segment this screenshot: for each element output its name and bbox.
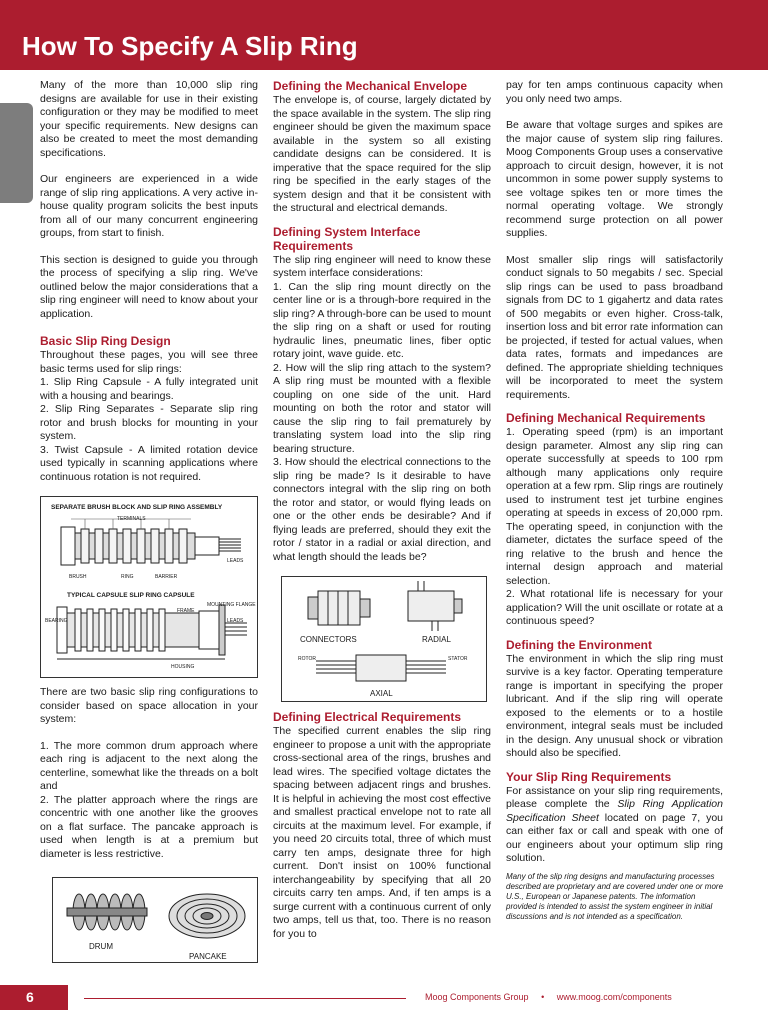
column-1 xyxy=(40,79,258,971)
basic-item-1: 1. Slip Ring Capsule - A fully integrated unit with a housing and bearings. xyxy=(40,376,258,402)
specification-sheet-link[interactable]: Slip Ring Application Specification Sheet xyxy=(506,798,723,824)
heading-basic-design: Basic Slip Ring Design xyxy=(40,334,171,348)
column-2 xyxy=(273,79,491,941)
basic-item-3: 3. Twist Capsule - A limited rotation device used typically in scanning applications where continuous rotation is not required. xyxy=(40,443,258,483)
config-item-1: 1. The more common drum approach where each ring is adjacent to the next along the centerline, somewhat like the threads on a bolt and xyxy=(40,739,258,792)
intro-paragraph-1: Many of the more than 10,000 slip ring designs are available for use in their existing configuration or they may be modified to meet your specific requirements. New designs can also be created to meet the most demanding specifications. xyxy=(40,79,258,159)
basic-intro: Throughout these pages, you will see three basic terms used for slip rings: xyxy=(40,349,258,375)
heading-electrical: Defining Electrical Requirements xyxy=(273,710,462,724)
fig2-label-pancake: PANCAKE xyxy=(189,952,227,961)
page-title: How To Specify A Slip Ring xyxy=(22,31,358,61)
config-item-2: 2. The platter approach where the rings are concentric with one another like the grooves on a flat surface. The pancake approach is used when length is at a premium but diameter is less restrictive. xyxy=(40,793,258,860)
footer-bullet: • xyxy=(541,992,545,1002)
fig1-label-mounting-flange: MOUNTING FLANGE xyxy=(207,602,256,608)
fig1-title-bottom: TYPICAL CAPSULE SLIP RING CAPSULE xyxy=(67,592,195,599)
fig3-label-stator: STATOR xyxy=(448,656,468,662)
title-banner xyxy=(0,0,768,70)
side-tab xyxy=(0,103,33,203)
fig1-label-leads-2: LEADS xyxy=(227,618,244,624)
config-intro: There are two basic slip ring configurations to consider based on space allocation in your system: xyxy=(40,686,258,725)
fig1-label-ring: RING xyxy=(121,574,134,580)
fig1-label-leads: LEADS xyxy=(227,558,244,564)
footer-divider xyxy=(84,998,406,999)
fig2-label-drum: DRUM xyxy=(89,942,113,951)
interface-intro: The slip ring engineer will need to know these system interface considerations: xyxy=(273,253,491,279)
page-number: 6 xyxy=(0,985,68,1010)
heading-mechanical-envelope: Defining the Mechanical Envelope xyxy=(273,79,468,93)
data-rate-text: Most smaller slip rings will satisfactorily conduct signals to 50 megabits / sec. Special slip rings can be used to pass broadband signals from DC to 1 gigahertz and data rates of 500 megabits or even higher. Cross-talk, insertion loss and bit error rate information can be projected, if tested for actual values, when data rates, formats and impedances are defined. The appropriate shielding techniques will be incorporated to meet the system requirements. xyxy=(506,253,723,401)
mech-req-item-2: 2. What rotational life is necessary for your application? Will the unit oscillate or rotate at a continuous speed? xyxy=(506,588,723,627)
figure-slip-ring-assemblies xyxy=(40,496,258,678)
footer-url[interactable]: www.moog.com/components xyxy=(556,992,672,1002)
intro-paragraph-3: This section is designed to guide you through the process of specifying a slip ring. We've outlined below the major considerations that a slip ring engineer will need to know about your application. xyxy=(40,253,258,320)
basic-item-2: 2. Slip Ring Separates - Separate slip ring rotor and brush blocks for mounting in your system. xyxy=(40,403,258,442)
your-requirements-text xyxy=(506,785,723,866)
fig1-title-top: SEPARATE BRUSH BLOCK AND SLIP RING ASSEMBLY xyxy=(51,504,223,511)
fig3-label-axial: AXIAL xyxy=(370,689,393,698)
environment-text: The environment in which the slip ring must survive is a key factor. Operating temperature range is important in specifying the proper lubricant. And if the slip ring will operate exposed to the elements or to a hostile environment, integral seals must be included in the design. Any unusual shock or vibration should also be specified. xyxy=(506,652,723,759)
heading-environment: Defining the Environment xyxy=(506,637,653,652)
interface-item-1: 1. Can the slip ring mount directly on the center line or is a through-bore required in the slip ring? A through-bore can be used to mount the slip ring on a shaft or used for routing hydraulic lines, pneumatic lines, fiber optic rotary joint, wave guide. etc. xyxy=(273,280,491,360)
column-3 xyxy=(506,79,723,922)
figure-drum-pancake xyxy=(52,877,258,963)
continuous-text: pay for ten amps continuous capacity when you only need two amps. xyxy=(506,79,723,105)
footer-text xyxy=(425,992,672,1002)
fig1-label-frame: FRAME xyxy=(177,608,195,614)
interface-item-3: 3. How should the electrical connections to the slip ring be made? Is it desirable to have connectors integral with the slip ring on both the rotor and stator, or would flying leads on one or the other ends be desirable? And if flying leads are preferred, should they exit the rotor / stator in a radial or axial direction, and what length should the leads be? xyxy=(273,456,491,563)
footer-company: Moog Components Group xyxy=(425,992,529,1002)
fig3-label-radial: RADIAL xyxy=(422,635,451,644)
patent-note: Many of the slip ring designs and manufacturing processes described are proprietary and are covered under one or more U.S., European or Japanese patents. The information provided is intended to assist the system engineer in initial discussions and is not intended as a specification. xyxy=(506,871,724,921)
heading-system-interface: Defining System Interface Requirements xyxy=(273,224,421,253)
fig1-label-terminals: TERMINALS xyxy=(117,516,146,522)
heading-your-requirements: Your Slip Ring Requirements xyxy=(506,769,672,784)
electrical-text: The specified current enables the slip ring engineer to propose a unit with the appropriate cross-sectional area of the rings, brushes and lead wires. The specified voltage dictates the spacing between adjacent rings and brushes. It is helpful in achieving the most cost effective and smallest practical envelope not to rate all circuits at the maximum level. For example, if you need 20 circuits total, three of which must carry ten amps, designate three for high current. Don't insist on 100% functional interchangeability by specifying that all 20 circuits carry ten amps. And, if ten amps is a surge current with a continuous current of only two amps, tell us that, too. There is no reason for you to xyxy=(273,725,491,940)
figure-connection-types xyxy=(281,576,487,702)
fig1-label-bearing: BEARING xyxy=(45,618,68,624)
fig3-label-rotor: ROTOR xyxy=(298,656,316,662)
heading-mechanical-requirements: Defining Mechanical Requirements xyxy=(506,411,706,425)
mech-req-item-1: 1. Operating speed (rpm) is an important design parameter. Almost any slip ring can operate successfully at speeds to 100 rpm although many applications only require operation at a few rpm. Slip rings are routinely used to instrument test jet turbine engines operating at speeds in excess of 20,000 rpm. The operating speed, in conjunction with the diameter, dictates the surface speed of the ring relative to the brush and hence the internal design approach and material selection. xyxy=(506,426,723,587)
mechanical-envelope-text: The envelope is, of course, largely dictated by the space available in the system. The slip ring engineer should be given the maximum space available in the system so all existing candidate designs can be considered. It is imperative that the space required for the slip ring be specified in the early stages of the system design and that it be consistent with the structural and electrical demands. xyxy=(273,94,491,214)
fig1-label-brush: BRUSH xyxy=(69,574,87,580)
fig1-label-housing: HOUSING xyxy=(171,664,195,670)
interface-item-2: 2. How will the slip ring attach to the system? A slip ring must be mounted with a flexible coupling on one side of the unit. Hard mounting on both the rotor and stator will cause the slip ring to fail prematurely by translating system load into the slip ring bearing structure. xyxy=(273,361,491,455)
fig3-label-connectors: CONNECTORS xyxy=(300,635,357,644)
fig1-label-barrier: BARRIER xyxy=(155,574,178,580)
your-requirements-post: located on page 7, you can either fax or call and speak with one of our engineers about your optimum slip ring solution. xyxy=(506,811,723,864)
intro-paragraph-2: Our engineers are experienced in a wide range of slip ring applications. A very active in-house quality program solicits the best inputs from all of our many concurrent engineering groups, from start to finish. xyxy=(40,173,258,239)
your-requirements-pre: For assistance on your slip ring requirements, please complete the xyxy=(506,784,723,810)
surge-text: Be aware that voltage surges and spikes are the major cause of system slip ring failures. Moog Components Group uses a conservative approach to circuit design, however, it is not uncommon in some power supply systems to see voltage spikes ten or more times the normal operating voltage. We strongly recommend surge protection on all power supplies. xyxy=(506,119,723,239)
